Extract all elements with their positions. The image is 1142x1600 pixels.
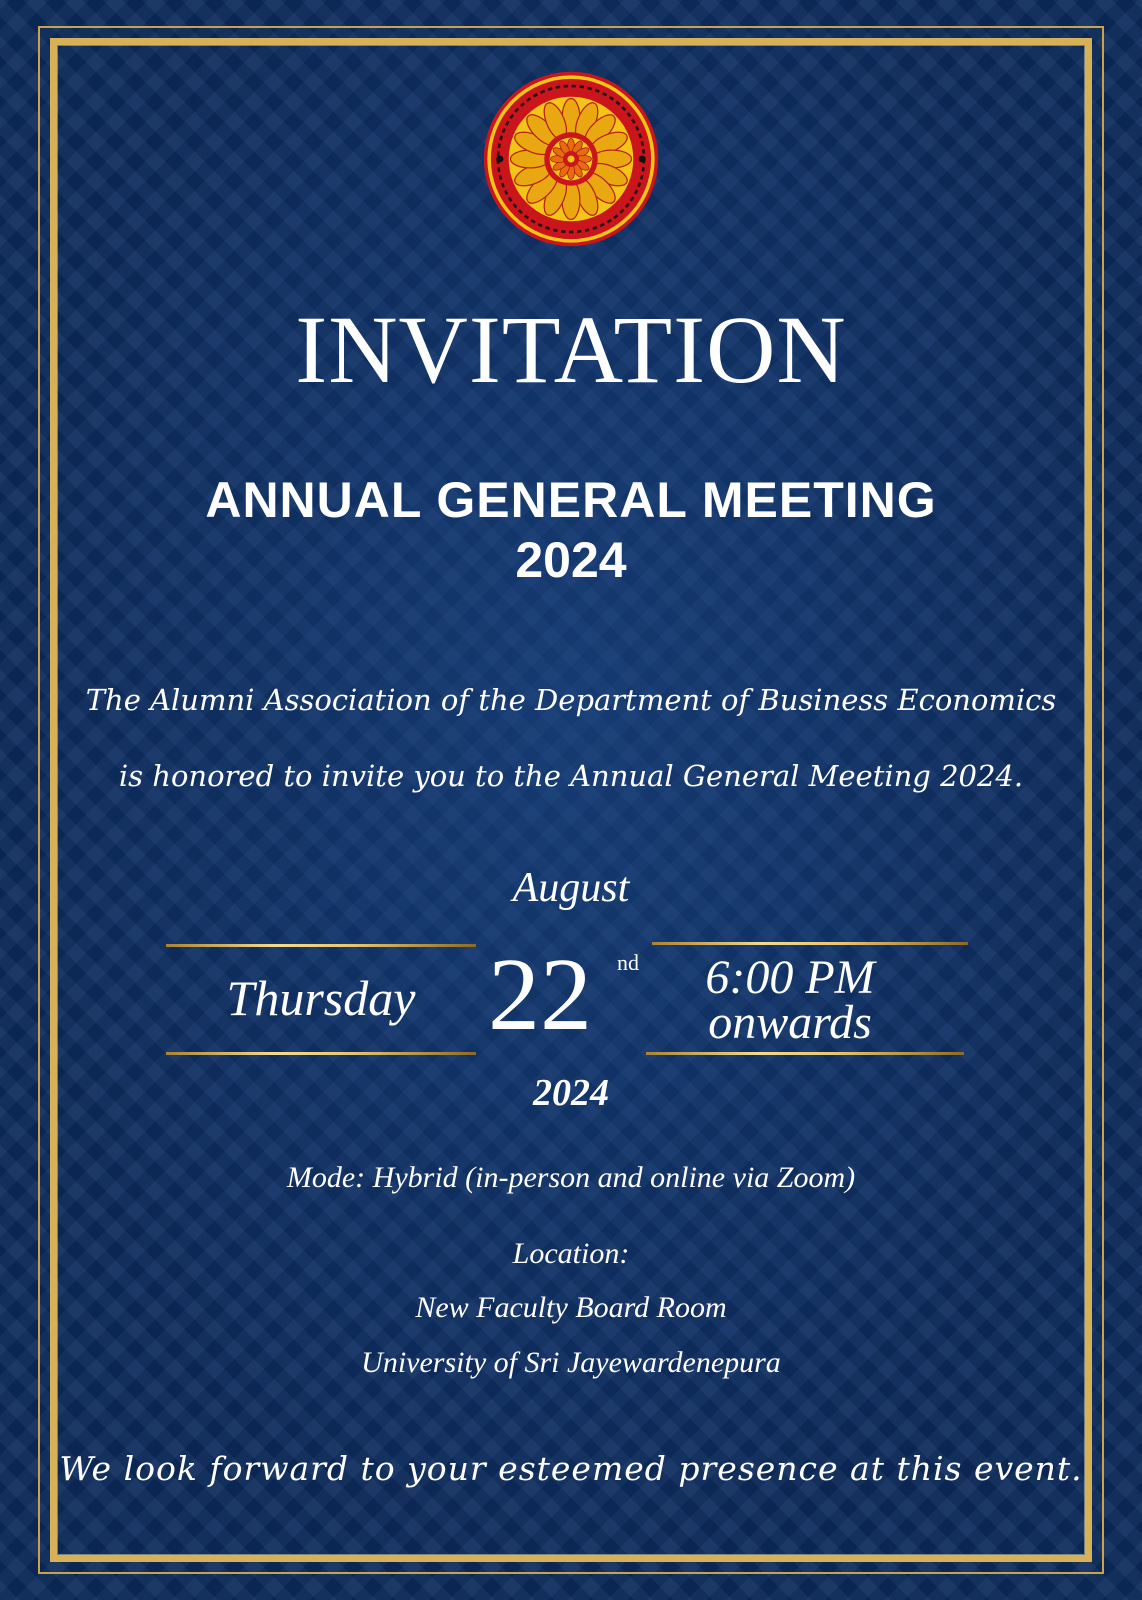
closing-message: We look forward to your esteemed presence at this event. bbox=[59, 1449, 1083, 1488]
event-mode: Mode: Hybrid (in-person and online via Zoom) bbox=[286, 1161, 856, 1194]
event-weekday: Thursday bbox=[226, 970, 416, 1026]
event-time-onwards: onwards bbox=[708, 996, 872, 1049]
event-title: ANNUAL GENERAL MEETING bbox=[205, 472, 937, 528]
event-year: 2024 bbox=[515, 532, 627, 588]
invitation-heading: INVITATION bbox=[295, 296, 847, 403]
event-date-year: 2024 bbox=[533, 1072, 609, 1114]
intro-line-1: The Alumni Association of the Department of Business Economics bbox=[85, 683, 1057, 717]
intro-line-2: is honored to invite you to the Annual General Meeting 2024. bbox=[118, 759, 1024, 793]
location-institution: University of Sri Jayewardenepura bbox=[361, 1346, 781, 1379]
event-day: 22 bbox=[488, 937, 592, 1052]
divider-left-top bbox=[166, 944, 476, 947]
location-venue: New Faculty Board Room bbox=[415, 1291, 727, 1324]
divider-right-bottom bbox=[646, 1052, 964, 1055]
university-seal-logo bbox=[482, 70, 660, 248]
event-time: 6:00 PM bbox=[705, 951, 875, 1004]
event-day-suffix: nd bbox=[617, 950, 639, 975]
divider-right-top bbox=[652, 942, 968, 945]
location-label: Location: bbox=[512, 1237, 630, 1270]
inner-gold-border bbox=[50, 38, 1092, 1562]
divider-left-bottom bbox=[166, 1052, 476, 1055]
event-month: August bbox=[512, 865, 630, 911]
